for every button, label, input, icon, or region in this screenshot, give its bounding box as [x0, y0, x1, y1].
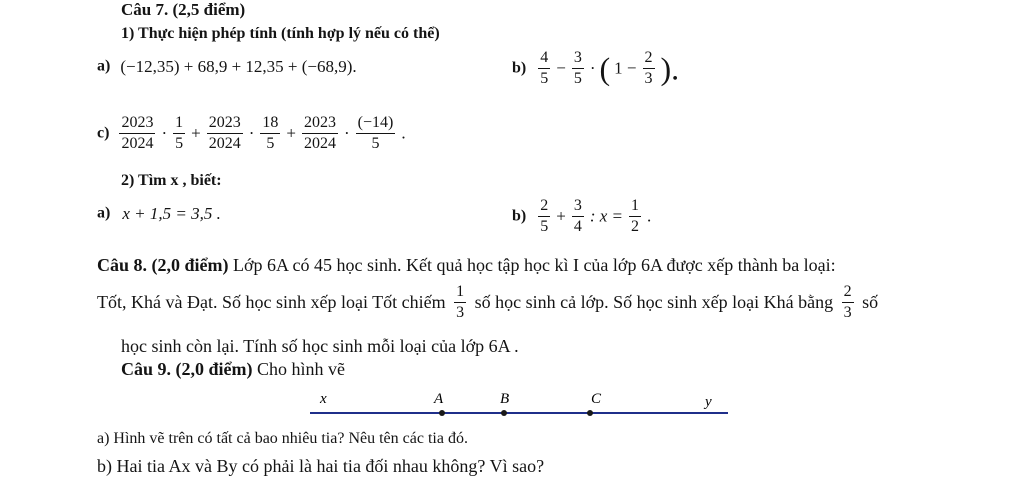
q7-2b-end: .	[647, 206, 652, 226]
q8-line2	[97, 282, 878, 323]
q7-c-dot1: ·	[161, 123, 168, 143]
q8-title: Câu 8. (2,0 điểm)	[97, 255, 229, 275]
q7-c-plus1: +	[191, 123, 201, 143]
q7-2b-frac3: $\frac{1}{2}$	[631, 197, 640, 235]
q9-title-rest: Cho hình vẽ	[252, 359, 345, 379]
q9-heading	[121, 359, 345, 380]
q7-b-frac3: $\frac{2}{3}$	[644, 49, 653, 87]
q7-title: Câu 7. (2,5 điểm)	[121, 0, 246, 19]
q7-b-frac2: $\frac{3}{5}$	[573, 49, 582, 87]
point-c-dot	[587, 410, 593, 416]
q7-2b-label: b)	[512, 207, 527, 225]
q7-b-close-paren: ).	[660, 50, 680, 87]
q7-a	[97, 57, 357, 77]
q7-c-dot3: ·	[343, 123, 350, 143]
q7-a-expr: (−12,35) + 68,9 + 12,35 + (−68,9).	[120, 57, 357, 76]
q8-line1	[97, 255, 836, 276]
label-a: A	[434, 391, 444, 407]
q8-line2-mid: số học sinh cả lớp. Số học sinh xếp loại Khá bằng	[474, 292, 834, 312]
q7-c-dot2: ·	[248, 123, 255, 143]
q7-c-label: c)	[97, 124, 110, 142]
q7-2b	[512, 196, 651, 237]
q7-b-dot: ·	[589, 58, 596, 78]
q7-c-frac2: $\frac{1}{5}$	[175, 114, 184, 152]
q7-c-end: .	[401, 123, 406, 143]
q7-c-frac5: $\frac{2023}{2024}$	[303, 114, 336, 152]
q7-b-open-paren: (	[599, 50, 611, 87]
q7-b-frac1: $\frac{4}{5}$	[540, 49, 549, 87]
q8-frac-two-thirds: $\frac{2}{3}$	[843, 283, 852, 321]
q8-line1-text: Lớp 6A có 45 học sinh. Kết quả học tập học kì I của lớp 6A được xếp thành ba loại:	[228, 255, 836, 275]
label-x: x	[320, 391, 327, 407]
q7-2a-label: a)	[97, 204, 111, 222]
q7-2b-plus: +	[556, 206, 566, 226]
q7-b-minus: −	[556, 58, 566, 78]
point-a-dot	[439, 410, 445, 416]
q9-question-b: b) Hai tia Ax và By có phải là hai tia đối nhau không? Vì sao?	[97, 456, 545, 476]
q7-b-one: 1 −	[614, 58, 637, 78]
q7-b	[512, 48, 679, 89]
point-b-dot	[501, 410, 507, 416]
q7-2b-mid: : x =	[589, 206, 624, 226]
q7-c-frac4: $\frac{18}{5}$	[262, 114, 279, 152]
label-b: B	[500, 391, 510, 407]
q7-b-label: b)	[512, 59, 527, 77]
label-y: y	[705, 394, 712, 410]
q8-line3: học sinh còn lại. Tính số học sinh mỗi loại của lớp 6A .	[121, 336, 519, 356]
q7-part2-heading: 2) Tìm x , biết:	[121, 172, 222, 189]
q8-line2-start: Tốt, Khá và Đạt. Số học sinh xếp loại Tốt chiếm	[97, 292, 446, 312]
q7-c	[97, 113, 406, 154]
q9-question-a: a) Hình vẽ trên có tất cả bao nhiêu tia? Nêu tên các tia đó.	[97, 430, 468, 447]
q7-c-frac6: $\frac{(-14)}{5}$	[357, 114, 394, 152]
ray-figure	[300, 385, 740, 425]
q7-c-plus2: +	[286, 123, 296, 143]
label-c: C	[591, 391, 602, 407]
q7-a-label: a)	[97, 57, 111, 75]
q7-2a	[97, 204, 221, 224]
q7-2b-frac2: $\frac{3}{4}$	[573, 197, 582, 235]
q8-frac-one-third: $\frac{1}{3}$	[456, 283, 465, 321]
q8-line2-end: số	[862, 292, 879, 312]
q9-title: Câu 9. (2,0 điểm)	[121, 359, 253, 379]
q7-c-frac3: $\frac{2023}{2024}$	[208, 114, 241, 152]
q7-part1-heading: 1) Thực hiện phép tính (tính hợp lý nếu có thể)	[121, 25, 440, 42]
q7-2a-expr: x + 1,5 = 3,5 .	[122, 204, 221, 223]
q7-2b-frac1: $\frac{2}{5}$	[540, 197, 549, 235]
q7-c-frac1: $\frac{2023}{2024}$	[121, 114, 154, 152]
